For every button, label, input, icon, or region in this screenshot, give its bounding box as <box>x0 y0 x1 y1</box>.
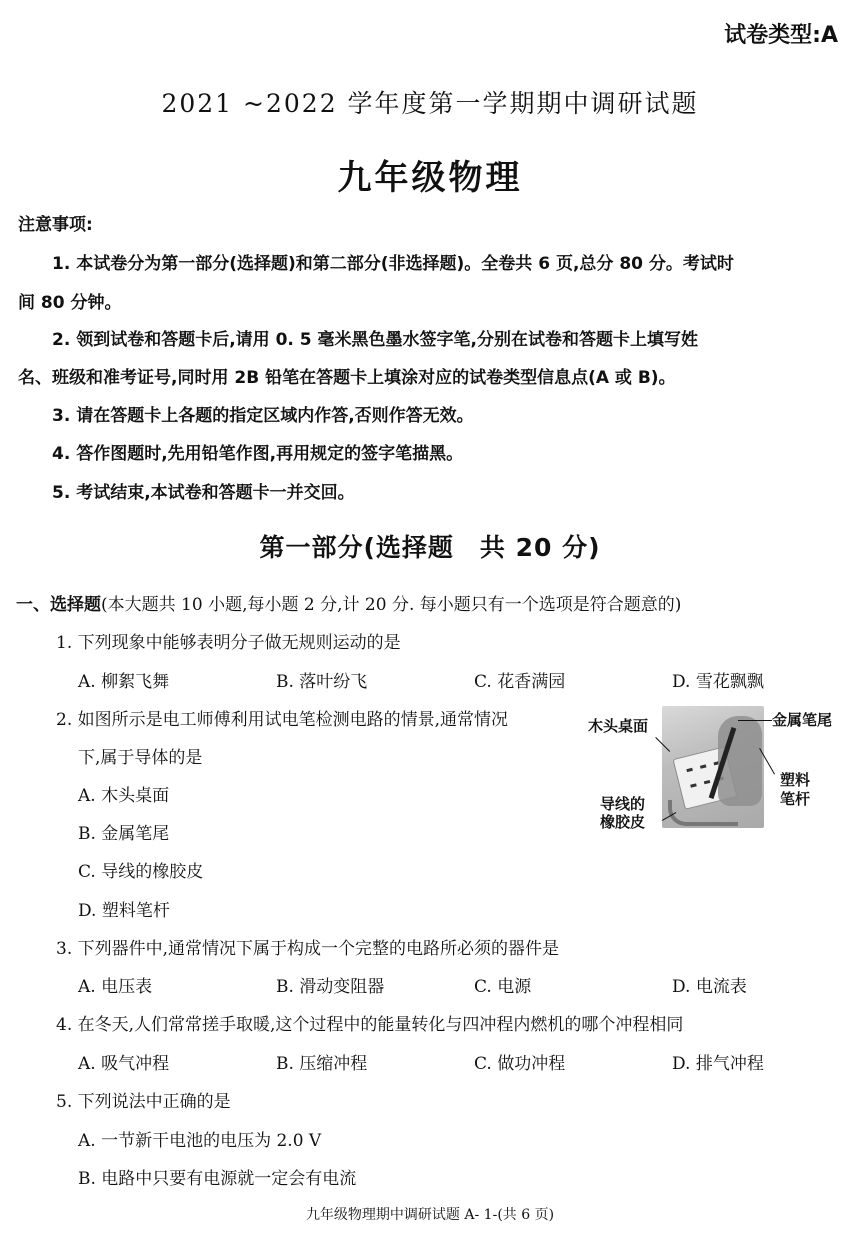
page-footer: 九年级物理期中调研试题 A- 1-(共 6 页) <box>305 1207 555 1223</box>
q4-option-c: C. 做功冲程 <box>474 1054 566 1074</box>
notice-line: 3. 请在答题卡上各题的指定区域内作答,否则作答无效。 <box>52 406 474 426</box>
test-pencil-photo-icon <box>662 706 764 828</box>
notice-line: 5. 考试结束,本试卷和答题卡一并交回。 <box>52 483 355 503</box>
exam-title: 2021 ~2022 学年度第一学期期中调研试题 <box>161 89 699 118</box>
q1-option-a: A. 柳絮飞舞 <box>78 672 170 692</box>
notice-line: 4. 答作图题时,先用铅笔作图,再用规定的签字笔描黑。 <box>52 444 464 464</box>
q4-option-b: B. 压缩冲程 <box>276 1054 368 1074</box>
figure-label-wire-1: 导线的 <box>600 795 646 813</box>
paper-type: 试卷类型:A <box>724 23 838 48</box>
q2-option-b: B. 金属笔尾 <box>78 824 170 844</box>
question-2-stem-line1: 2. 如图所示是电工师傅利用试电笔检测电路的情景,通常情况 <box>56 710 509 730</box>
section-title: 第一部分(选择题 共 20 分) <box>259 533 601 562</box>
q3-option-c: C. 电源 <box>474 977 532 997</box>
notice-heading: 注意事项: <box>18 215 93 235</box>
q3-option-a: A. 电压表 <box>78 977 153 997</box>
notice-line: 间 80 分钟。 <box>18 293 122 313</box>
q4-option-d: D. 排气冲程 <box>672 1054 764 1074</box>
subject-title: 九年级物理 <box>337 158 523 198</box>
q4-option-a: A. 吸气冲程 <box>78 1054 170 1074</box>
question-1-stem: 1. 下列现象中能够表明分子做无规则运动的是 <box>56 633 401 653</box>
notice-line: 1. 本试卷分为第一部分(选择题)和第二部分(非选择题)。全卷共 6 页,总分 80 分。考试时 <box>52 254 734 274</box>
figure-label-wire-2: 橡胶皮 <box>600 813 646 831</box>
q2-option-a: A. 木头桌面 <box>78 786 170 806</box>
q1-option-b: B. 落叶纷飞 <box>276 672 368 692</box>
question-3-stem: 3. 下列器件中,通常情况下属于构成一个完整的电路所必须的器件是 <box>56 939 560 959</box>
q5-option-b: B. 电路中只要有电源就一定会有电流 <box>78 1169 357 1189</box>
notice-line: 名、班级和准考证号,同时用 2B 铅笔在答题卡上填涂对应的试卷类型信息点(A 或 B)。 <box>18 368 676 388</box>
part-heading-bold: 一、选择题 <box>16 595 101 615</box>
q1-option-d: D. 雪花飘飘 <box>672 672 764 692</box>
figure-label-plastic-2: 笔杆 <box>780 790 811 808</box>
q1-option-c: C. 花香满园 <box>474 672 566 692</box>
leader-line <box>738 720 772 721</box>
q3-option-d: D. 电流表 <box>672 977 747 997</box>
wire-shape <box>668 800 738 826</box>
notice-line: 2. 领到试卷和答题卡后,请用 0. 5 毫米黑色墨水签字笔,分别在试卷和答题卡上填写姓 <box>52 330 698 350</box>
question-4-stem: 4. 在冬天,人们常常搓手取暖,这个过程中的能量转化与四冲程内燃机的哪个冲程相同 <box>56 1015 684 1035</box>
figure-label-metal-tail: 金属笔尾 <box>772 711 833 729</box>
figure-label-plastic-1: 塑料 <box>780 771 811 789</box>
question-5-stem: 5. 下列说法中正确的是 <box>56 1092 231 1112</box>
part-heading-rest: (本大题共 10 小题,每小题 2 分,计 20 分. 每小题只有一个选项是符合题意的) <box>101 595 682 615</box>
question-2-stem-line2: 下,属于导体的是 <box>78 748 203 768</box>
q5-option-a: A. 一节新干电池的电压为 2.0 V <box>78 1131 322 1151</box>
q2-option-c: C. 导线的橡胶皮 <box>78 862 204 882</box>
figure-label-desk: 木头桌面 <box>588 717 649 735</box>
q2-option-d: D. 塑料笔杆 <box>78 901 170 921</box>
q3-option-b: B. 滑动变阻器 <box>276 977 385 997</box>
part-heading <box>16 590 681 615</box>
